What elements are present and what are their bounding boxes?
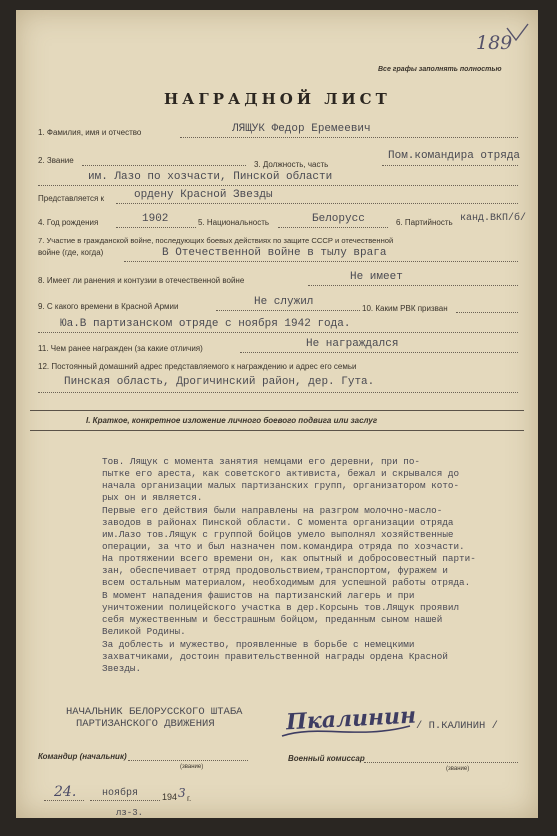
presented-line [116,203,518,204]
date-year-prefix: 194 [162,792,178,802]
award-sheet [16,10,538,818]
document-title: НАГРАДНОЙ ЛИСТ [164,90,391,108]
body-line: рых он и является. [102,492,203,503]
body-line: себя мужественным и бесстрашным бойцом, преданным сыном нашей [102,614,443,625]
commander-line [128,760,248,761]
field-8-value: Не имеет [350,271,403,283]
presented-value: ордену Красной Звезды [134,189,273,201]
field-4-value: 1902 [142,213,169,225]
commissar-label: Военный комиссар [288,754,365,763]
presented-label: Представляется к [38,194,105,203]
commissar-line [364,762,518,763]
field-11-label: 11. Чем ранее награжден (за какие отличия) [38,344,203,353]
signatory-title-2: ПАРТИЗАНСКОГО ДВИЖЕНИЯ [76,718,215,730]
body-line: В момент нападения фашистов на партизанский лагерь и при [102,590,415,601]
field-9-label: 9. С какого времени в Красной Армии [38,302,179,311]
field-7-value: В Отечественной войне в тылу врага [162,247,387,259]
field-4-label: 4. Год рождения [38,218,99,227]
body-line: За доблесть и мужество, проявленные в борьбе с немецкими [102,639,415,650]
field-11-value: Не награждался [306,338,399,350]
field-8-label: 8. Имеет ли ранения и контузии в отечественной войне [38,276,245,285]
body-line: Великой Родины. [102,626,186,637]
field-12-line [38,392,518,393]
section-title: I. Краткое, конкретное изложение личного боевого подвига или заслуг [86,416,378,425]
footer-code: лз-3. [116,808,144,818]
date-year-digit: 3 [178,786,186,800]
date-day-line [44,800,84,801]
body-line: захватчиками, достоин правительственной награды ордена Красной [102,651,448,662]
field-1-line [180,137,518,138]
field-10-value: Юа.В партизанском отряде с ноября 1942 года. [60,318,351,330]
corner-check-mark [504,22,532,44]
commander-label: Командир (начальник) [38,752,127,761]
field-3-line-2 [38,185,518,186]
field-12-label: 12. Постоянный домашний адрес представляемого к награждению и адрес его семьи [38,362,357,371]
body-line: пытке его ареста, как советского активиста, бежал и скрывался до [102,468,460,479]
field-3-value: Пом.командира отряда [388,150,521,162]
field-10-line [456,312,518,313]
field-2-line [82,165,246,166]
field-7-line [124,261,518,262]
rank-caption-1: (звание) [180,764,204,770]
field-7-label-2: войне (где, когда) [38,248,104,257]
field-5-line [278,227,388,228]
field-5-label: 5. Национальность [198,218,270,227]
field-1-value: ЛЯЩУК Федор Еремеевич [232,123,371,135]
body-line: Тов. Лящук с момента занятия немцами его деревни, при по- [102,456,421,467]
date-day: 24. [54,784,77,800]
section-divider-bottom [30,430,524,431]
handwritten-signature: Пкалинин [285,702,417,736]
page-number: 189 [476,32,513,54]
field-9-line [216,310,360,311]
field-6-value: канд.ВКП/б/ [460,213,527,224]
field-3-value-cont: им. Лазо по хозчасти, Пинской области [88,171,333,183]
body-line: зан, обеспечивает отряд продовольствием,транспортом, фуражем и [102,565,448,576]
signatory-title-1: НАЧАЛЬНИК БЕЛОРУССКОГО ШТАБА [66,706,243,718]
body-line: уничтожении полицейского участка в дер.Корсынь тов.Лящук проявил [102,602,460,613]
field-3-line [382,165,518,166]
field-11-line [240,352,518,353]
fill-all-notice: Все графы заполнять полностью [378,66,502,73]
body-line: начала организации малых партизанских групп, организатором кото- [102,480,460,491]
body-line: им.Лазо тов.Лящук с группой бойцов умело выполнял хозяйственные [102,529,454,540]
field-1-label: 1. Фамилия, имя и отчество [38,128,142,137]
date-month-line [90,800,160,801]
body-line: всем остальным материалом, необходимым для успешной работы отряда. [102,577,471,588]
body-line: Первые его действия были направлены на разгром молочно-масло- [102,505,443,516]
date-year-suffix: г. [187,794,192,803]
field-3-label: 3. Должность, часть [254,160,329,169]
field-8-line [308,285,518,286]
field-2-label: 2. Звание [38,156,74,165]
signature-flourish [278,718,418,742]
body-line: На протяжении всего времени он, как опытный и добросовестный парти- [102,553,476,564]
field-7-label-1: 7. Участие в гражданской войне, последующих боевых действиях по защите СССР и отечественной [38,236,394,245]
section-divider-top [30,410,524,411]
field-12-value: Пинская область, Дрогичинский район, дер. Гута. [64,376,375,388]
signatory-name: / П.КАЛИНИН / [416,720,498,732]
body-line: операции, за что и был назначен пом.командира отряда по хозчасти. [102,541,465,552]
date-month: ноября [102,788,139,799]
field-6-label: 6. Партийность [396,218,453,227]
field-4-line [116,227,196,228]
body-line: Звезды. [102,663,142,674]
rank-caption-2: (звание) [446,766,470,772]
field-9-value: Не служил [254,296,314,308]
field-10-label: 10. Каким РВК призван [362,304,448,313]
body-line: заводов в районах Пинской области. С момента организации отряда [102,517,454,528]
field-5-value: Белорусс [312,213,365,225]
field-10-line-2 [38,332,518,333]
